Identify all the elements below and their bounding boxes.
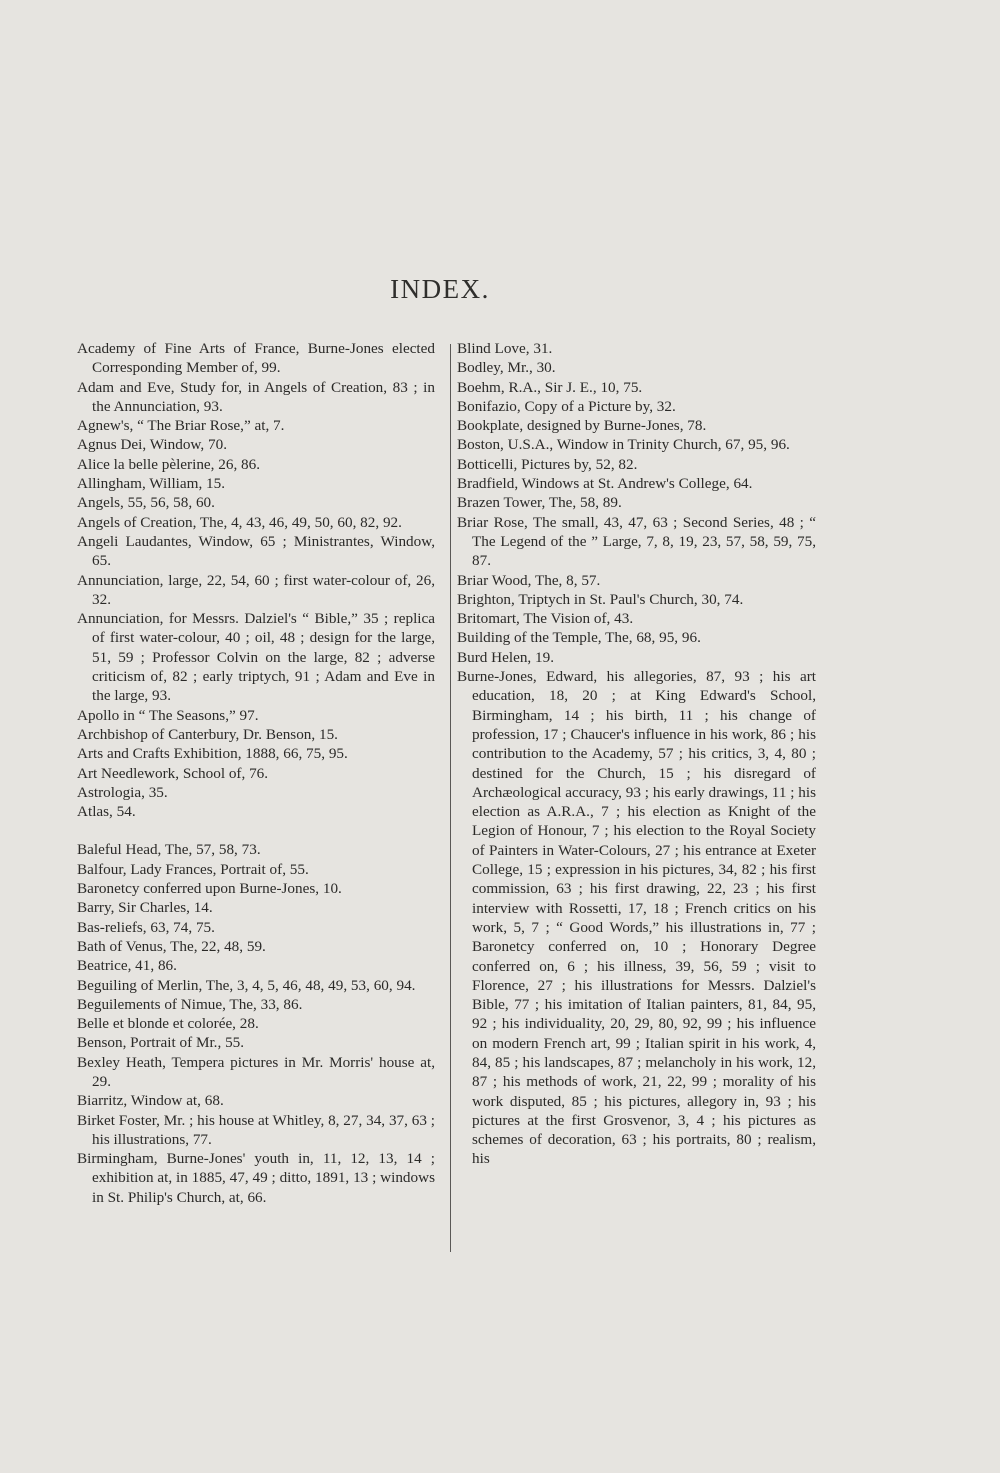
index-entry: Bexley Heath, Tempera pictures in Mr. Morris' house at, 29. [77, 1053, 435, 1090]
index-entry: Angels, 55, 56, 58, 60. [77, 494, 215, 512]
column-divider [450, 344, 451, 1252]
index-entry: Arts and Crafts Exhibition, 1888, 66, 75, 95. [77, 745, 348, 763]
index-entry: Allingham, William, 15. [77, 475, 226, 493]
index-entry: Beguilements of Nimue, The, 33, 86. [77, 995, 303, 1013]
index-entry: Burd Helen, 19. [457, 648, 555, 666]
index-entry: Bonifazio, Copy of a Picture by, 32. [457, 397, 676, 415]
index-entry: Botticelli, Pictures by, 52, 82. [457, 455, 638, 473]
index-entry: Boston, U.S.A., Window in Trinity Church, 67, 95, 96. [457, 436, 790, 454]
index-entry: Beguiling of Merlin, The, 3, 4, 5, 46, 48, 49, 53, 60, 94. [77, 976, 416, 994]
index-entry: Belle et blonde et colorée, 28. [77, 1015, 259, 1033]
index-entry: Beatrice, 41, 86. [77, 957, 177, 975]
index-entry: Agnew's, “ The Briar Rose,” at, 7. [77, 417, 285, 435]
index-entry: Bradfield, Windows at St. Andrew's College, 64. [457, 475, 753, 493]
index-entry: Briar Wood, The, 8, 57. [457, 571, 601, 589]
index-entry: Atlas, 54. [77, 803, 136, 821]
index-entry: Building of the Temple, The, 68, 95, 96. [457, 629, 701, 647]
index-column-right [457, 339, 816, 1169]
index-entry: Alice la belle pèlerine, 26, 86. [77, 455, 261, 473]
index-entry: Baleful Head, The, 57, 58, 73. [77, 841, 261, 859]
index-entry: Baronetcy conferred upon Burne-Jones, 10. [77, 880, 342, 898]
index-entry: Angeli Laudantes, Window, 65 ; Ministrantes, Window, 65. [77, 532, 435, 570]
index-entry: Brazen Tower, The, 58, 89. [457, 494, 622, 512]
index-entry: Bas-reliefs, 63, 74, 75. [77, 918, 215, 936]
index-entry: Adam and Eve, Study for, in Angels of Creation, 83 ; in the Annunciation, 93. [77, 378, 435, 415]
index-entry: Boehm, R.A., Sir J. E., 10, 75. [457, 378, 643, 396]
index-entry: Archbishop of Canterbury, Dr. Benson, 15. [77, 725, 338, 743]
index-entry: Annunciation, for Messrs. Dalziel's “ Bible,” 35 ; replica of first water-colour, 40 ; oil, 48 ; design for the large, 51, 59 ; Professor Colvin on the large, 82 ; adverse criticism of, 82 ; early triptych, 91 ; Adam and Eve in the large, 93. [77, 610, 435, 705]
index-entry: Birmingham, Burne-Jones' youth in, 11, 12, 13, 14 ; exhibition at, in 1885, 47, 49 ; ditto, 1891, 13 ; windows in St. Philip's Church, at, 66. [77, 1150, 435, 1206]
index-entry: Art Needlework, School of, 76. [77, 764, 269, 782]
section-gap [77, 821, 435, 840]
index-entry: Brighton, Triptych in St. Paul's Church, 30, 74. [457, 590, 744, 608]
index-entry: Agnus Dei, Window, 70. [77, 436, 227, 454]
index-entry: Britomart, The Vision of, 43. [457, 610, 634, 628]
index-entry: Blind Love, 31. [457, 340, 553, 357]
index-entry: Bath of Venus, The, 22, 48, 59. [77, 937, 266, 955]
page-title: INDEX. [390, 274, 490, 304]
index-entry: Burne-Jones, Edward, his allegories, 87, 93 ; his art education, 18, 20 ; at King Edward's School, Birmingham, 14 ; his birth, 11 ; his change of profession, 17 ; Chaucer's influence in his work, 86 ; his contribution to the Academy, 57 ; his critics, 3, 4, 80 ; destined for the Church, 15 ; his disregard of Archæological accuracy, 93 ; his early drawings, 11 ; his election as A.R.A., 7 ; his election as Knight of the Legion of Honour, 7 ; his election to the Royal Society of Painters in Water-Colours, 27 ; his entrance at Exeter College, 15 ; expression in his pictures, 34, 82 ; his first commission, 63 ; his first drawing, 22, 23 ; his first interview with Rossetti, 17, 18 ; French critics on his work, 5, 7 ; “ Good Words,” his illustrations in, 77 ; Baronetcy conferred on, 10 ; Honorary Degree conferred on, 6 ; his illness, 39, 56, 59 ; visit to Florence, 27 ; his illustrations for Messrs. Dalziel's Bible, 77 ; his imitation of Italian painters, 81, 84, 95, 92 ; his individuality, 20, 29, 80, 92, 99 ; his influence on modern French art, 99 ; Italian spirit in his work, 4, 84, 85 ; his landscapes, 87 ; melancholy in his work, 12, 87 ; his methods of work, 21, 22, 99 ; morality of his work disputed, 85 ; his pictures, allegory in, 93 ; his pictures at the first Grosvenor, 3, 4 ; his pictures as schemes of decoration, 63 ; his portraits, 80 ; realism, his [457, 668, 816, 1168]
index-entry: Bodley, Mr., 30. [457, 359, 556, 377]
index-entry: Apollo in “ The Seasons,” 97. [77, 706, 259, 724]
index-entry: Academy of Fine Arts of France, Burne-Jones elected Corresponding Member of, 99. [77, 340, 435, 377]
index-entry: Barry, Sir Charles, 14. [77, 899, 213, 917]
index-entry: Angels of Creation, The, 4, 43, 46, 49, 50, 60, 82, 92. [77, 513, 402, 531]
index-column-left [77, 339, 435, 1207]
index-entry: Benson, Portrait of Mr., 55. [77, 1034, 245, 1052]
index-entry: Birket Foster, Mr. ; his house at Whitley, 8, 27, 34, 37, 63 ; his illustrations, 77. [77, 1111, 435, 1148]
index-entry: Bookplate, designed by Burne-Jones, 78. [457, 417, 707, 435]
index-entry: Annunciation, large, 22, 54, 60 ; first water-colour of, 26, 32. [77, 571, 435, 608]
index-entry: Briar Rose, The small, 43, 47, 63 ; Second Series, 48 ; “ The Legend of the ” Large, 7, 8, 19, 23, 57, 58, 59, 75, 87. [457, 513, 816, 570]
index-entry: Biarritz, Window at, 68. [77, 1092, 224, 1110]
index-entry: Balfour, Lady Frances, Portrait of, 55. [77, 860, 309, 878]
index-entry: Astrologia, 35. [77, 783, 168, 801]
